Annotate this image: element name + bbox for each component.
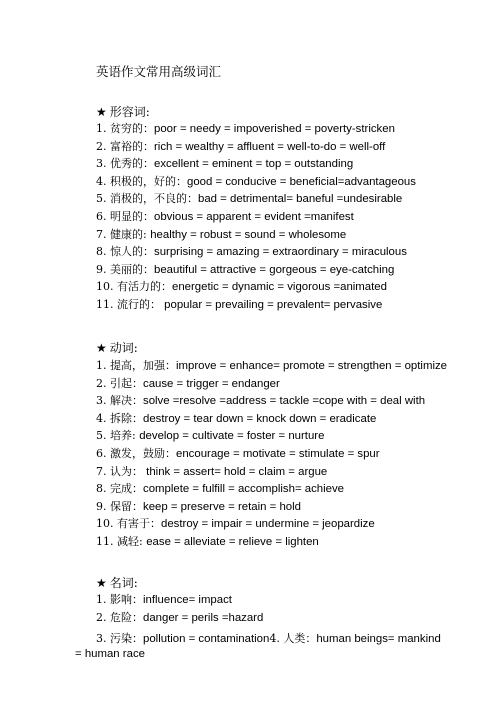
- item-chinese: 10. 有活力的：: [96, 280, 172, 294]
- item-english: human beings= mankind: [316, 633, 441, 645]
- item-chinese: 11. 减轻:: [96, 534, 147, 548]
- list-item: [96, 515, 447, 533]
- item-english: beautiful = attractive = gorgeous = eye-catching: [154, 263, 395, 276]
- list-item: [96, 445, 447, 463]
- item-english: healthy = robust = sound = wholesome: [150, 228, 347, 241]
- item-chinese: 4. 人类：: [269, 632, 317, 645]
- item-chinese: 2. 富裕的：: [96, 139, 154, 153]
- list-item: [96, 357, 447, 375]
- noun-list: [96, 591, 263, 626]
- item-english: keep = preserve = retain = hold: [143, 500, 301, 513]
- item-chinese: 3. 污染：: [96, 632, 143, 645]
- item-chinese: 3. 解决：: [96, 394, 143, 408]
- item-english: ease = alleviate = relieve = lighten: [146, 535, 319, 548]
- list-item: [96, 533, 447, 551]
- list-item: [96, 243, 416, 261]
- section-heading-nouns: [96, 574, 138, 591]
- section-heading-label: 形容词:: [109, 105, 150, 119]
- item-chinese: 4. 积极的，好的：: [96, 174, 187, 188]
- item-english: surprising = amazing = extraordinary = miraculous: [154, 246, 407, 259]
- item-english: influence= impact: [143, 594, 232, 606]
- document-title: 英语作文常用高级词汇: [96, 64, 222, 79]
- item-chinese: 4. 拆除：: [96, 411, 143, 425]
- list-item: [96, 410, 447, 428]
- item-chinese: 2. 危险：: [96, 610, 143, 624]
- section-heading-adjectives: [96, 103, 150, 120]
- list-item: [96, 463, 447, 481]
- item-chinese: 10. 有害于：: [96, 517, 161, 531]
- star-icon: ★: [96, 341, 107, 355]
- item-english: pollution = contamination: [143, 633, 270, 645]
- list-item: [96, 498, 447, 516]
- star-icon: ★: [96, 105, 107, 119]
- item-english: complete = fulfill = accomplish= achieve: [143, 483, 345, 496]
- list-item: [96, 190, 416, 208]
- item-chinese: 6. 明显的：: [96, 209, 154, 223]
- item-chinese: 1. 提高，加强：: [96, 359, 176, 372]
- item-english: improve = enhance= promote = strengthen = optimize: [176, 360, 448, 372]
- list-item: [96, 278, 416, 296]
- item-chinese: 9. 美丽的：: [96, 262, 154, 276]
- item-english: cause = trigger = endanger: [143, 377, 280, 390]
- list-item: [96, 630, 441, 648]
- item-english: poor = needy = impoverished = poverty-stricken: [154, 123, 395, 135]
- item-english: think = assert= hold = claim = argue: [143, 465, 328, 478]
- item-english: obvious = apparent = evident =manifest: [154, 210, 354, 223]
- item-english: solve =resolve =address = tackle =cope with = deal with: [143, 395, 426, 408]
- item-english: popular = prevailing = prevalent= pervasive: [161, 298, 383, 311]
- item-chinese: 5. 培养:: [96, 429, 140, 443]
- item-chinese: 11. 流行的：: [96, 297, 161, 311]
- list-item: [96, 480, 447, 498]
- item-english: rich = wealthy = affluent = well-to-do = well-off: [154, 140, 386, 153]
- item-chinese: 3. 优秀的：: [96, 157, 154, 171]
- item-chinese: 1. 贫穷的：: [96, 122, 154, 135]
- list-item: [96, 296, 416, 314]
- list-item: [96, 375, 447, 393]
- item-chinese: 5. 消极的，不良的：: [96, 192, 198, 206]
- list-item: [96, 591, 263, 609]
- item-english: destroy = tear down = knock down = eradicate: [143, 412, 377, 425]
- list-item: [96, 226, 416, 244]
- item-english: danger = perils =hazard: [143, 611, 264, 624]
- list-item-continuation: = human race: [75, 648, 145, 660]
- list-item: [96, 392, 447, 410]
- item-chinese: 7. 认为：: [96, 464, 143, 478]
- list-item: [96, 427, 447, 445]
- list-item: [96, 138, 416, 156]
- item-english: energetic = dynamic = vigorous =animated: [172, 281, 387, 294]
- item-chinese: 7. 健康的:: [96, 227, 151, 241]
- item-chinese: 2. 引起：: [96, 376, 143, 390]
- item-english: excellent = eminent = top = outstanding: [154, 158, 354, 171]
- list-item: [96, 173, 416, 191]
- verb-list: [96, 357, 447, 551]
- adjective-list: [96, 120, 416, 314]
- item-english: good = conducive = beneficial=advantageous: [187, 175, 416, 188]
- item-english: destroy = impair = undermine = jeopardize: [161, 518, 375, 531]
- item-english: develop = cultivate = foster = nurture: [139, 430, 325, 443]
- item-english: bad = detrimental= baneful =undesirable: [198, 193, 403, 206]
- item-chinese: 6. 激发，鼓励：: [96, 446, 176, 460]
- list-item: [96, 120, 416, 138]
- item-chinese: 8. 完成：: [96, 482, 143, 496]
- section-heading-label: 动词:: [109, 341, 138, 355]
- item-chinese: 1. 影响：: [96, 593, 143, 606]
- star-icon: ★: [96, 576, 107, 590]
- list-item: [96, 609, 263, 627]
- list-item: [96, 208, 416, 226]
- item-chinese: 9. 保留：: [96, 499, 143, 513]
- list-item: [96, 155, 416, 173]
- item-chinese: 8. 惊人的：: [96, 245, 154, 259]
- item-english: encourage = motivate = stimulate = spur: [176, 447, 380, 460]
- list-item: [96, 261, 416, 279]
- section-heading-label: 名词:: [109, 576, 138, 590]
- section-heading-verbs: [96, 339, 138, 356]
